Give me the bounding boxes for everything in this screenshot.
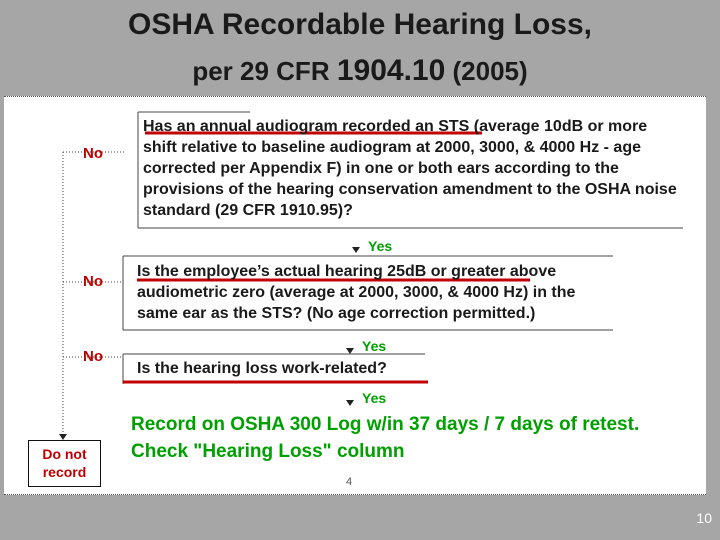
outcome-do-not-record-box (28, 440, 101, 487)
no-label-3: No (83, 348, 103, 365)
title-cfr-number: 1904.10 (336, 54, 446, 87)
yes-arrow-2 (346, 348, 354, 354)
yes-arrow-1 (352, 247, 360, 253)
outcome-do-not-record: Do not record (42, 446, 87, 480)
question-work-related: Is the hearing loss work-related? (137, 360, 387, 377)
inner-page-number: 4 (346, 476, 353, 488)
question-sts: Has an annual audiogram recorded an STS (average 10dB or more shift relative to baseline audiogram at 2000, 3000, & 4000 Hz - age corrected per Appendix F) in one or both ears according to the provisions of the hearing conservation amendment to the OSHA noise standard (29 CFR 1910.95)? (143, 118, 677, 219)
no-label-2: No (83, 273, 103, 290)
outcome-record-line1: Record on OSHA 300 Log w/in 37 days / 7 days of retest. (131, 414, 640, 435)
yes-arrow-3 (346, 400, 354, 406)
slide-title-line1: OSHA Recordable Hearing Loss, (127, 8, 592, 41)
yes-label-3: Yes (362, 390, 387, 406)
title-year: (2005) (452, 56, 528, 86)
question-25db: Is the employee’s actual hearing 25dB or greater above audiometric zero (average at 2000, 3000, & 4000 Hz) in the same ear as the STS? (No age correction permitted.) (137, 263, 576, 322)
title-prefix: per 29 CFR (192, 56, 330, 86)
no-label-1: No (83, 145, 103, 162)
slide-number: 10 (696, 510, 712, 526)
outcome-record-line2: Check "Hearing Loss" column (131, 441, 405, 462)
yes-label-1: Yes (368, 238, 393, 254)
yes-label-2: Yes (362, 338, 387, 354)
